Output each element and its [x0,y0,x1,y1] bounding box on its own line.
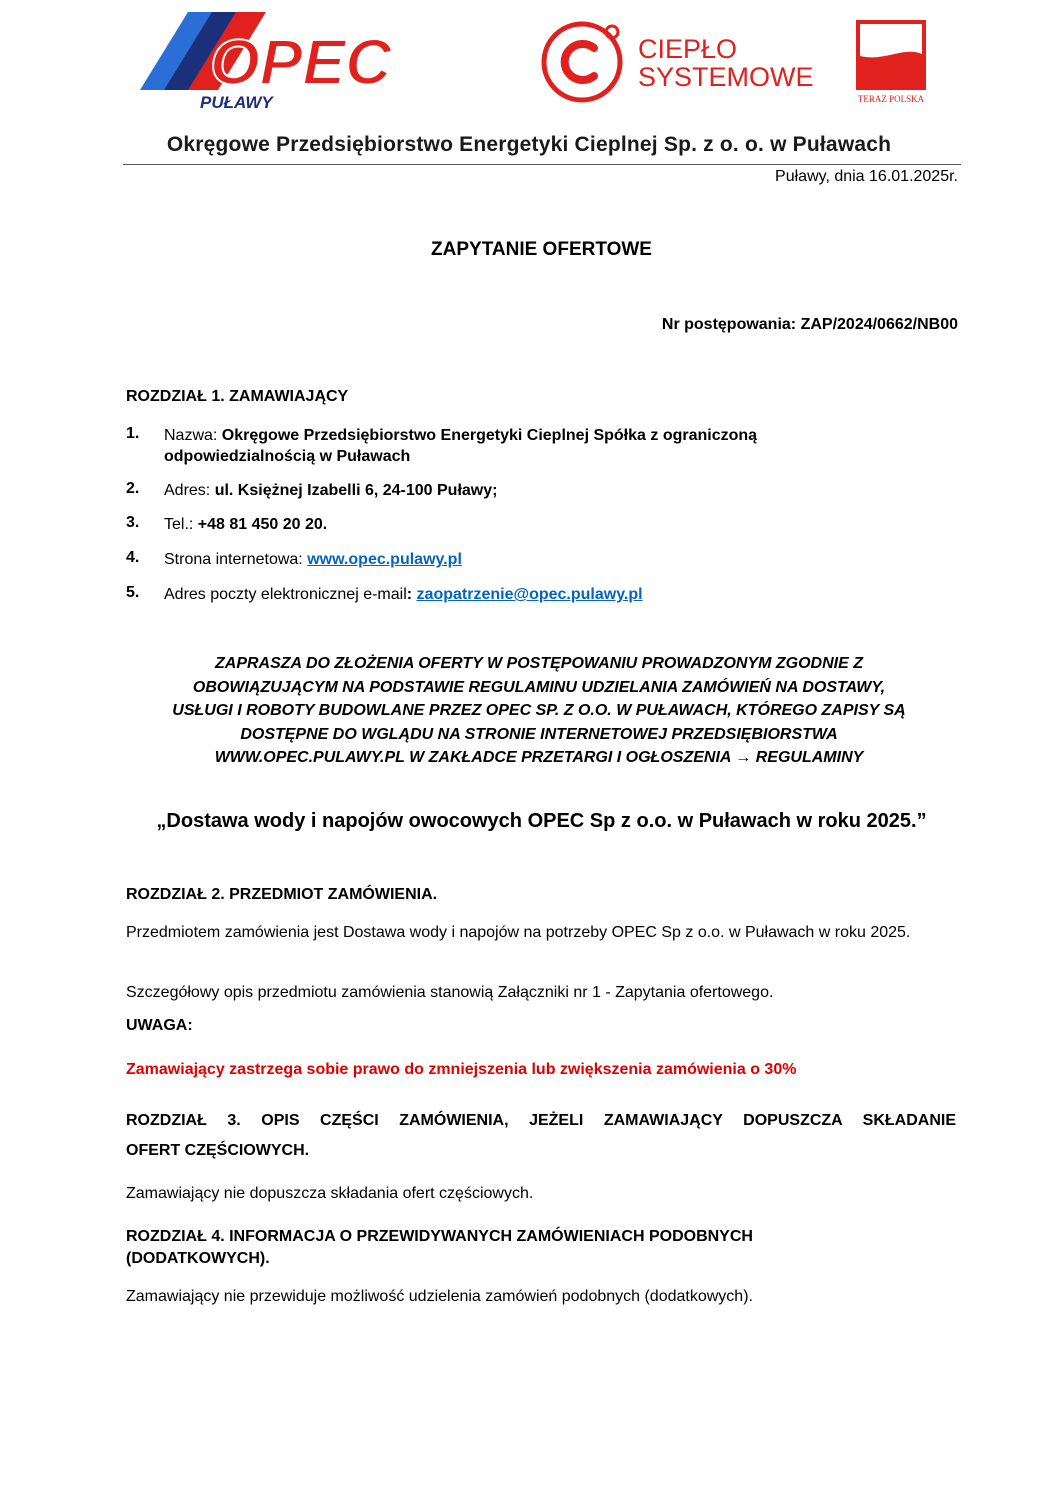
section4-paragraph: Zamawiający nie przewiduje możliwość udzielenia zamówień podobnych (dodatkowych). [126,1288,753,1305]
procedure-number: Nr postępowania: ZAP/2024/0662/NB00 [661,316,958,333]
teraz-polska-logo [854,18,930,106]
company-name: Okręgowe Przedsiębiorstwo Energetyki Cieplnej Sp. z o. o. w Puławach [166,133,892,156]
list-item-number: 3. [126,514,140,531]
invitation-text: ZAPRASZA DO ZŁOŻENIA OFERTY W POSTĘPOWANIU PROWADZONYM ZGODNIE Z OBOWIĄZUJĄCYM NA PODSTAWIE REGULAMINU UDZIELANIA ZAMÓWIEŃ NA DOSTAWY, USŁUGI I ROBOTY BUDOWLANE PRZEZ OPEC SP. Z O.O. W PUŁAWACH, KTÓREGO ZAPISY SĄ DOSTĘPNE DO WGLĄDU NA STRONIE INTERNETOWEJ PRZEDSIĘBIORSTWA WWW.OPEC.PULAWY.PL W ZAKŁADCE PRZETARGI I OGŁOSZENIA → REGULAMINY [172,655,906,767]
section4-heading: ROZDZIAŁ 4. INFORMACJA O PRZEWIDYWANYCH ZAMÓWIENIACH PODOBNYCH (DODATKOWYCH). [126,1228,753,1267]
list-item-address: Adres: ul. Księżnej Izabelli 6, 24-100 Puławy; [164,482,498,499]
list-item-number: 5. [126,584,140,601]
opec-logo-subtext: PUŁAWY [200,93,273,112]
cieplo-systemowe-logo [540,18,815,104]
warning-text: Zamawiający zastrzega sobie prawo do zmniejszenia lub zwiększenia zamówienia o 30% [126,1061,797,1078]
list-item-number: 2. [126,480,140,497]
header-divider [123,164,961,165]
list-item-number: 4. [126,549,140,566]
section2-details: Szczegółowy opis przedmiotu zamówienia stanowią Załączniki nr 1 - Zapytania ofertowego. [126,984,774,1001]
document-title: ZAPYTANIE OFERTOWE [431,239,652,260]
list-item-website: Strona internetowa: www.opec.pulawy.pl [164,551,462,568]
cieplo-logo-line2: SYSTEMOWE [638,62,814,92]
list-item-number: 1. [126,425,140,442]
document-date: Puławy, dnia 16.01.2025r. [775,168,958,185]
opec-logo-text: OPEC [210,26,392,98]
section2-heading: ROZDZIAŁ 2. PRZEDMIOT ZAMÓWIENIA. [126,886,438,903]
email-link[interactable]: zaopatrzenie@opec.pulawy.pl [416,586,643,603]
section3-heading: ROZDZIAŁ 3. OPIS CZĘŚCI ZAMÓWIENIA, JEŻELI ZAMAWIAJĄCY DOPUSZCZA SKŁADANIE OFERT CZĘŚCIOWYCH. [126,1112,956,1159]
list-item-name: Nazwa: Okręgowe Przedsiębiorstwo Energetyki Cieplnej Spółka z ograniczoną odpowiedzialnością w Puławach [164,427,758,465]
cieplo-logo-line1: CIEPŁO [638,34,738,64]
opec-logo [140,10,415,112]
list-item-email: Adres poczty elektronicznej e-mail: zaopatrzenie@opec.pulawy.pl [164,586,643,603]
list-item-phone: Tel.: +48 81 450 20 20. [164,516,328,533]
section3-paragraph: Zamawiający nie dopuszcza składania ofert częściowych. [126,1185,534,1202]
teraz-polska-text: TERAZ POLSKA [857,94,925,104]
section1-heading: ROZDZIAŁ 1. ZAMAWIAJĄCY [126,388,349,405]
warning-label: UWAGA: [126,1017,193,1034]
order-subject: „Dostawa wody i napojów owocowych OPEC Sp z o.o. w Puławach w roku 2025.” [156,810,927,832]
website-link[interactable]: www.opec.pulawy.pl [307,551,462,568]
section2-paragraph: Przedmiotem zamówienia jest Dostawa wody i napojów na potrzeby OPEC Sp z o.o. w Puławach w roku 2025. [126,924,911,941]
